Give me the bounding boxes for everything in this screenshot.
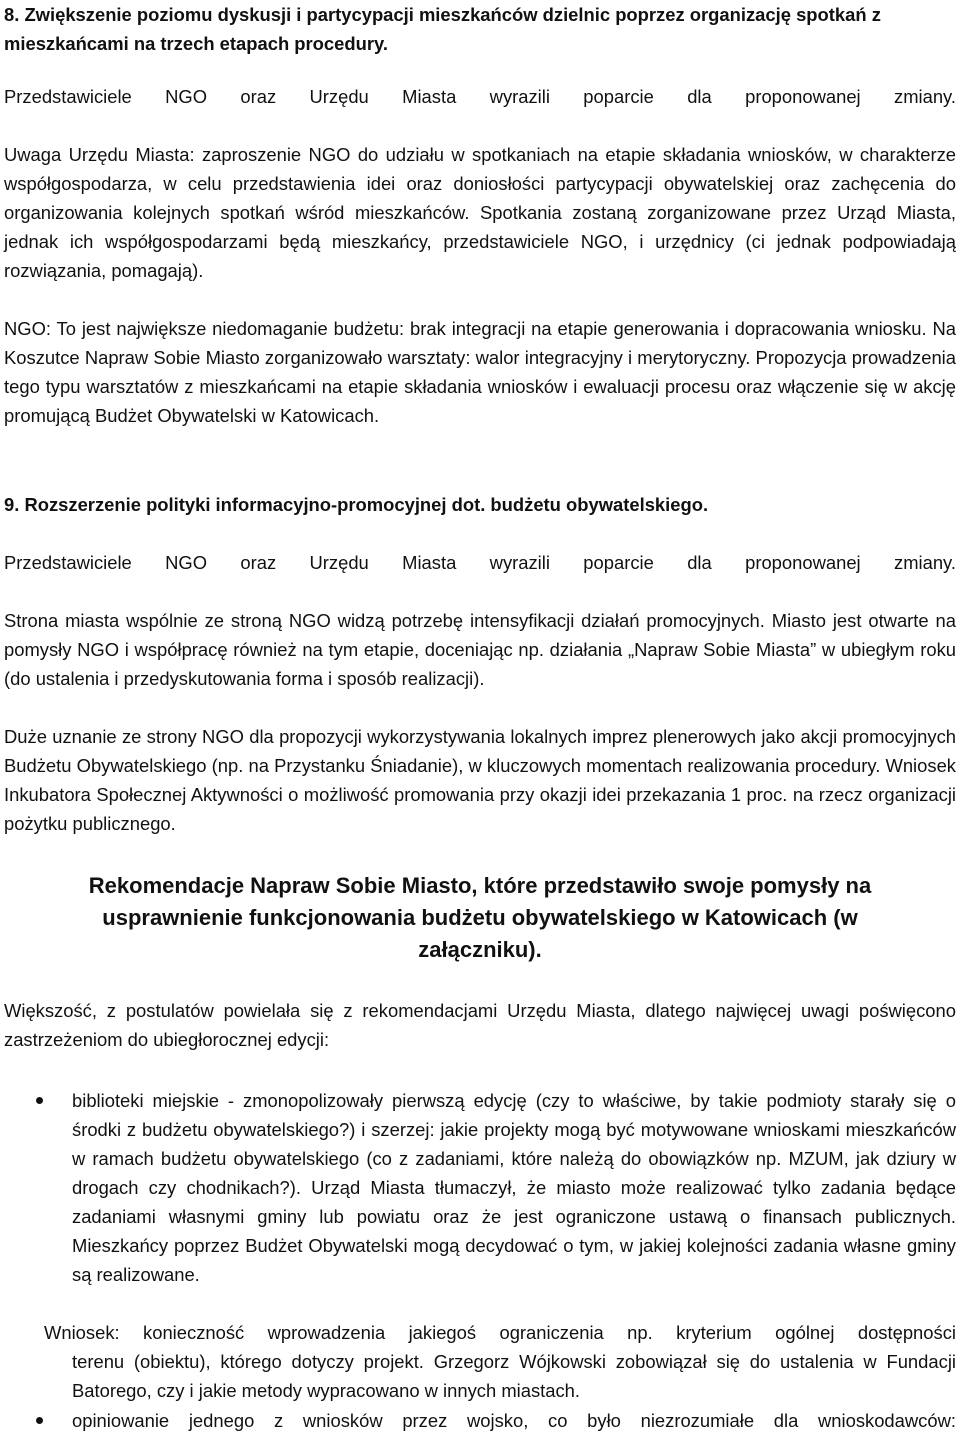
section-8-paragraph-1: Uwaga Urzędu Miasta: zaproszenie NGO do udziału w spotkaniach na etapie składania wniosków, w charakterze współgospodarza, w celu przedstawienia idei oraz doniosłości partycypacji obywatelskiej oraz zachęcenia do organizowania kolejnych spotkań wśród mieszkańców. Spotkania zostaną zorganizowane przez Urząd Miasta, jednak ich współgospodarzami będą mieszkańcy, przedstawiciele NGO, i urzędnicy (ci jednak podpowiadają rozwiązania, pomagają). bbox=[4, 144, 956, 281]
bullet-icon bbox=[36, 1097, 43, 1104]
section-9-paragraph-2: Duże uznanie ze strony NGO dla propozycji wykorzystywania lokalnych imprez plenerowych jako akcji promocyjnych Budżetu Obywatelskiego (np. na Przystanku Śniadanie), w kluczowych momentach realizowania procedury. Wniosek Inkubatora Społecznej Aktywności o możliwość promowania przy okazji idei przekazania 1 proc. na rzecz organizacji pożytku publicznego. bbox=[4, 726, 956, 834]
section-9-paragraph-1: Strona miasta wspólnie ze stroną NGO widzą potrzebę intensyfikacji działań promocyjnych. Miasto jest otwarte na pomysły NGO i współpracę również na tym etapie, doceniając np. działania „Napraw Sobie Miasta” w ubiegłym roku (do ustalenia i przedyskutowania forma i sposób realizacji). bbox=[4, 610, 956, 689]
section-9-support: Przedstawiciele NGO oraz Urzędu Miasta wyrazili poparcie dla proponowanej zmiany. bbox=[4, 552, 956, 573]
section-8-paragraph-2: NGO: To jest największe niedomaganie budżetu: brak integracji na etapie generowania i dopracowania wniosku. Na Koszutce Napraw Sobie Miasto zorganizowało warsztaty: walor integracyjny i merytoryczny. Propozycja prowadzenia tego typu warsztatów z mieszkańcami na etapie składania wniosków i ewaluacji procesu oraz włączenie się w akcję promującą Budżet Obywatelski w Katowicach. bbox=[4, 318, 956, 426]
conclusion-first-line: Wniosek: konieczność wprowadzenia jakiegoś ograniczenia np. kryterium ogólnej dostępności bbox=[44, 1322, 956, 1343]
section-8-heading: 8. Zwiększenie poziomu dyskusji i partycypacji mieszkańców dzielnic poprzez organizację spotkań z mieszkańcami na trzech etapach procedury. bbox=[4, 4, 881, 54]
section-9-heading: 9. Rozszerzenie polityki informacyjno-promocyjnej dot. budżetu obywatelskiego. bbox=[4, 494, 709, 515]
section-8-support: Przedstawiciele NGO oraz Urzędu Miasta wyrazili poparcie dla proponowanej zmiany. bbox=[4, 86, 956, 107]
bullet-2-text: opiniowanie jednego z wniosków przez wojsko, co było niezrozumiałe dla wnioskodawców: bbox=[72, 1410, 956, 1431]
conclusion-continuation: terenu (obiektu), którego dotyczy projekt. Grzegorz Wójkowski zobowiązał się do ustalenia w Fundacji Batorego, czy i jakie metody wypracowano w innych miastach. bbox=[72, 1351, 956, 1401]
bullet-1-text: biblioteki miejskie - zmonopolizowały pierwszą edycję (czy to właściwe, by takie podmioty starały się o środki z budżetu obywatelskiego?) i szerzej: jakie projekty mogą być motywowane wnioskami mieszkańców w ramach budżetu obywatelskiego (co z zadaniami, które należą do obowiązków np. MZUM, jak dziury w drogach czy chodnikach?). Urząd Miasta tłumaczył, że miasto może realizować tylko zadania będące zadaniami własnymi gminy lub powiatu oraz że jest ograniczone ustawą o finansach publicznych. Mieszkańcy poprzez Budżet Obywatelski mogą decydować o tym, w jakiej kolejności zadania własne gminy są realizowane. bbox=[72, 1090, 956, 1285]
recommendations-intro: Większość, z postulatów powielała się z rekomendacjami Urzędu Miasta, dlatego najwięcej uwagi poświęcono zastrzeżeniom do ubiegłorocznej edycji: bbox=[4, 1000, 956, 1050]
list-item bbox=[4, 1406, 956, 1435]
bullet-icon bbox=[36, 1417, 43, 1424]
recommendations-heading: Rekomendacje Napraw Sobie Miasto, które przedstawiło swoje pomysły na usprawnienie funkcjonowania budżetu obywatelskiego w Katowicach (w załączniku). bbox=[88, 873, 872, 962]
list-item bbox=[4, 1086, 956, 1289]
